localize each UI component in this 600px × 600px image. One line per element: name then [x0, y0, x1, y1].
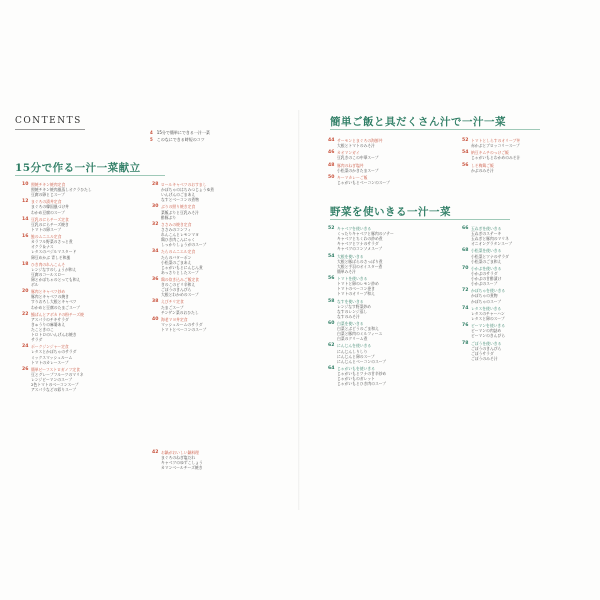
toc-page-number: 38	[152, 299, 159, 305]
toc-entry-title: しそ梅鶏ご飯	[471, 162, 494, 168]
toc-dish: レタスのチャーハン	[471, 310, 505, 316]
toc-page-number: 74	[462, 305, 469, 311]
toc-dish: レタスとかぼちゃのサラダ	[31, 349, 77, 355]
toc-entry-title: 海老マヨ丼定食	[161, 316, 188, 322]
toc-entry-title: ひき肉のれんこんそ	[31, 261, 66, 267]
intro-item	[150, 137, 210, 144]
toc-dish: かぼちゃの煮物	[471, 293, 498, 299]
toc-dish: きゅうりの麻婆あえ	[31, 321, 66, 327]
toc-dish: アスパラのチキサラダ	[31, 316, 69, 322]
toc-dish: まぐろのねぎ塩だれ	[161, 455, 196, 461]
toc-dish: キャベツとちくわの炒め煮	[337, 236, 383, 242]
toc-column-4b	[462, 226, 592, 363]
toc-page-number: 50	[328, 175, 335, 181]
toc-dish: 小松菜のごまあえ	[161, 259, 192, 265]
toc-entry-title: ピーマンを使いきる	[471, 323, 506, 329]
toc-entry-title: 豆乳のにらチーズ定食	[31, 216, 69, 222]
toc-page-number: 20	[22, 289, 29, 295]
toc-page-number: 64	[328, 365, 335, 371]
toc-entry	[328, 175, 458, 185]
toc-dish: 豆腐のコールスロー	[31, 271, 65, 277]
toc-dish: かぼちゃのはちみつじょうゆ煮	[161, 187, 215, 193]
toc-dish: じゃがいもとひき肉のスープ	[337, 381, 386, 387]
toc-entry	[462, 248, 592, 263]
toc-dish: 豆とグレープフルーツのマリネ	[31, 371, 84, 377]
toc-entry-title: 鯖ぱんとアボカドの粉チーズ焼	[31, 311, 84, 317]
toc-page-number: 14	[22, 216, 29, 222]
toc-page-number: 48	[328, 162, 335, 168]
toc-entry-title: 照焼チキン焼肉定食	[31, 182, 66, 187]
toc-dish: レタスと卵のスープ	[471, 315, 505, 321]
toc-dish: ごぼうのきんぴら	[161, 287, 192, 293]
toc-entry	[328, 276, 458, 296]
toc-page-number: 24	[22, 344, 29, 350]
toc-dish: 大根とトマトのみそ汁	[337, 143, 375, 149]
toc-page-number: 44	[328, 138, 335, 143]
toc-dish: 小松菜とツナのサラダ	[471, 253, 509, 259]
toc-dish: トマトのオリーブ和え	[337, 291, 375, 297]
toc-entry-title: 納豆キムチのっけご飯	[471, 150, 509, 156]
toc-page-number: 62	[328, 343, 335, 349]
toc-dish: オニオングラタンスープ	[471, 241, 513, 247]
toc-entry-title: お鍋がおいしい鍋料理	[161, 450, 199, 455]
toc-entry	[328, 138, 458, 148]
toc-dish: マッシュルームのサラダ	[161, 321, 203, 327]
toc-entry-title: 鶏の炊き込みご飯定食	[161, 276, 199, 282]
toc-dish: くったりキャベツと豚肉のソテー	[337, 231, 394, 237]
toc-entry	[152, 299, 282, 314]
toc-dish: 豆乳きのこの中華スープ	[337, 155, 379, 161]
toc-entry-title: ロールキャベツのおすまし	[161, 182, 207, 187]
toc-dish: 豚肉とキャベツの焼き	[31, 294, 69, 300]
toc-dish: じゃがいもとにんじん煮	[161, 264, 203, 270]
section-rule-vegetables	[330, 219, 510, 220]
toc-dish: ピーマンのきんぴら	[471, 333, 506, 339]
toc-dish: じゃがいものガレット	[337, 376, 375, 382]
toc-dish: トマトのカレースープ	[31, 359, 69, 365]
toc-dish: 白菜と豚肉のミルフィーユ	[337, 331, 383, 337]
toc-entry-title: サーモンとまぐろの海鮮丼	[337, 138, 383, 143]
toc-dish: 2色トマトのベーコンスープ	[31, 382, 79, 388]
toc-dish: かぼちゃのスープ	[471, 298, 501, 304]
toc-entry-title: トマトとしらすのオリーブ丼	[471, 138, 521, 143]
section-title-vegetables: 野菜を使いきる一汁一菜	[330, 206, 451, 218]
toc-entry	[152, 204, 282, 219]
toc-dish: 酢豚ぶり	[161, 214, 177, 220]
toc-page-number: 56	[462, 162, 469, 168]
toc-dish: オクラ＆ナス	[31, 244, 54, 250]
toc-entry	[22, 234, 142, 259]
toc-dish: レンジピーマンのスープ	[31, 377, 73, 383]
toc-entry	[328, 254, 458, 274]
toc-dish: 小松菜のかきたまスープ	[337, 167, 379, 173]
toc-dish: あっさりとしたスープ	[161, 269, 199, 275]
toc-entry	[462, 288, 592, 303]
toc-entry-title: まぐろの漬丼定食	[31, 199, 62, 205]
toc-dish: レンジなすのしょうが和え	[31, 266, 77, 272]
toc-column-3b	[328, 226, 458, 388]
toc-dish: トマトと卵のレモン炒め	[337, 281, 379, 287]
toc-page-number: 58	[328, 298, 335, 304]
toc-dish: カマンベールチーズ焼き	[161, 465, 203, 471]
toc-dish: 白菜のクリーム煮	[337, 336, 368, 342]
toc-dish: 小かぶのサラダ	[471, 270, 498, 276]
toc-dish: サラダ	[31, 337, 43, 343]
toc-dish: 卵とかぼちゃのとっても和え	[31, 276, 81, 282]
toc-dish: にんじんしりしり	[337, 348, 368, 354]
toc-column-3a	[328, 138, 458, 188]
toc-page-number: 70	[462, 265, 469, 271]
section-rule-15min	[15, 175, 165, 176]
toc-page-number: 68	[462, 248, 469, 254]
toc-entry-title: ポークジンジャー定食	[31, 344, 69, 350]
toc-page-number: 32	[152, 221, 159, 227]
toc-entry-title: 小かぶを使いきる	[471, 265, 502, 271]
toc-entry	[328, 226, 458, 251]
toc-dish: カラフル野菜のさっと煮	[31, 239, 73, 245]
toc-entry	[22, 344, 142, 364]
toc-dish: じゃがいもとわかめのみそ汁	[471, 155, 521, 161]
intro-text: このなにできる時短のコツ	[156, 136, 205, 142]
toc-dish: チンゲン菜のおひたし	[161, 309, 199, 315]
toc-page-number: 40	[152, 316, 159, 322]
toc-entry	[22, 199, 142, 214]
toc-dish: ごぼうのきんぴら	[471, 345, 502, 351]
intro-text: 15分で簡単にできる一汁一菜	[156, 130, 210, 135]
toc-dish: にんじんとベーコンのスープ	[337, 358, 386, 364]
toc-dish: 豆腐の卵とじスープ	[31, 192, 65, 198]
toc-dish: かぶのみそ汁	[471, 167, 494, 173]
toc-dish: れんこんとレモンマヨ	[161, 232, 199, 238]
toc-dish: しっかりしょうがのスープ	[161, 242, 207, 248]
section-rule-rice-soup	[330, 129, 540, 130]
toc-entry-title: トマトを使いきる	[337, 276, 368, 282]
toc-entry-title: ごぼうを使いきる	[471, 340, 502, 346]
toc-dish: ごぼうのみそ汁	[471, 355, 498, 361]
toc-dish: じゃがいもとツナの甘辛炒め	[337, 371, 387, 376]
toc-entry	[462, 323, 592, 338]
toc-entry-title: たらのムニエル定食	[161, 249, 196, 255]
toc-entry	[152, 277, 282, 297]
toc-dish: ピーマンの肉詰め	[471, 328, 502, 334]
toc-entry-title: 豚肉のねぎ塩丼	[337, 162, 364, 168]
toc-dish: にんじんと卵のスープ	[337, 353, 375, 359]
toc-dish: 白菜とぶどうのごま和え	[337, 326, 379, 332]
toc-dish: ごぼうサラダ	[471, 350, 494, 356]
toc-page-number: 36	[152, 276, 159, 282]
toc-column-2	[152, 182, 282, 334]
toc-dish: 小かぶの甘酢漬け	[471, 276, 502, 282]
toc-dish: 大根と手羽のオイスター煮	[337, 263, 383, 269]
toc-entry	[328, 299, 458, 319]
toc-dish: ボル	[31, 282, 39, 288]
toc-dish: トマトのベーコン巻き	[337, 286, 375, 292]
toc-dish: わかめ豆腐のスープ	[31, 209, 65, 215]
toc-page-number: 52	[462, 138, 469, 143]
toc-entry	[152, 182, 282, 202]
toc-entry	[328, 163, 458, 173]
toc-dish: いんげんのごまあえ	[161, 192, 196, 198]
toc-page-number: 34	[152, 249, 159, 255]
toc-page-number: 18	[22, 261, 29, 267]
toc-entry-title: 玉ねぎを使いきる	[471, 226, 502, 231]
toc-page-number: 22	[22, 311, 29, 317]
toc-entry	[462, 306, 592, 321]
toc-entry	[22, 262, 142, 287]
toc-page-number: 66	[462, 226, 469, 231]
toc-page-number: 10	[22, 182, 29, 187]
toc-dish: キャベツのゆずこしょう	[161, 460, 203, 466]
toc-dish: 玉ねぎのステーキ	[471, 231, 502, 237]
toc-entry	[462, 341, 592, 361]
toc-entry-title: えびチリ定食	[161, 299, 184, 305]
toc-dish: レタスのバジルマスタード	[31, 249, 77, 255]
toc-dish: なすのみそ汁	[337, 313, 360, 319]
toc-entry	[152, 222, 282, 247]
toc-dish: キャベツとツナのサラダ	[337, 241, 379, 247]
toc-dish: わかめと豆腐のたまごスープ	[31, 304, 80, 310]
toc-dish: 簡単みそ汁	[337, 268, 356, 274]
toc-page-number: 42	[152, 450, 159, 455]
toc-entry	[22, 289, 142, 309]
toc-dish: じゃがいもとベーコンのスープ	[337, 180, 390, 186]
toc-dish: すりおろし大根とキャベツ	[31, 299, 77, 305]
toc-entry-title: レタスを使いきる	[471, 305, 502, 311]
toc-dish: ささみのコンフィ	[161, 226, 192, 232]
toc-page-number: 46	[328, 150, 335, 156]
toc-entry-title: 簡単ビーフストロガノフ定食	[31, 366, 80, 372]
toc-entry	[328, 366, 458, 386]
toc-entry-title: キーマカレーご飯	[337, 175, 368, 181]
toc-page-number: 54	[462, 150, 469, 156]
toc-column-2b	[152, 450, 282, 472]
toc-dish: 鶏ひき肉こんにゃく	[161, 237, 196, 243]
toc-entry-title: キャベツを使いきる	[337, 226, 372, 231]
toc-entry-title: かぼちゃを使いきる	[471, 288, 506, 294]
toc-dish: 小かぶのスープ	[471, 281, 498, 287]
toc-dish: たまごスープ	[161, 304, 184, 310]
section-title-rice-soup: 簡単ご飯と具だくさん汁で一汁一菜	[330, 116, 506, 128]
toc-entry	[462, 138, 592, 148]
toc-entry	[462, 163, 592, 173]
toc-entry-title: カオマンガイ	[337, 150, 360, 156]
toc-page-number: 56	[328, 276, 335, 282]
toc-dish: たこときのこ	[31, 327, 54, 332]
contents-rule	[15, 129, 85, 130]
toc-page-number: 78	[462, 340, 469, 346]
toc-dish: きのこのピリ辛和え	[161, 282, 196, 288]
toc-dish: なすとベーコンの煮物	[161, 197, 199, 203]
toc-page-number: 26	[22, 366, 29, 372]
toc-entry	[328, 343, 458, 363]
book-spine	[298, 110, 300, 510]
toc-dish: 玉ねぎと豚肉のマリネ	[471, 236, 509, 242]
toc-entry	[152, 450, 282, 470]
toc-dish: まぐろの韓国風づけ丼	[31, 204, 69, 210]
toc-dish: たらのバターポン	[161, 254, 192, 260]
toc-entry-title: 鮭のムニエル定食	[31, 234, 62, 240]
toc-entry-title: にんじんを使いきる	[337, 343, 372, 349]
toc-page-number: 54	[328, 253, 335, 259]
toc-entry-title: 白菜を使いきる	[337, 320, 364, 326]
contents-heading: CONTENTS	[15, 116, 82, 126]
toc-page-number: 12	[22, 199, 29, 205]
toc-page-number: 76	[462, 323, 469, 329]
toc-entry-title: ささみの焼き定食	[161, 221, 192, 227]
toc-entry	[22, 182, 142, 197]
toc-entry-title: 豚肉とキャベツ炒め	[31, 289, 66, 295]
toc-entry	[328, 150, 458, 160]
toc-page-number: 30	[152, 204, 159, 210]
toc-dish: トロトロのいんげんお焼き	[31, 332, 77, 338]
toc-dish: 卵豆めかぶ 青しそ和風	[31, 254, 71, 260]
toc-dish: トマトの卵スープ	[31, 226, 61, 232]
toc-dish: 大根とわかめのスープ	[161, 292, 199, 298]
toc-entry	[22, 217, 142, 232]
toc-entry	[152, 317, 282, 332]
toc-dish: なすのレンジ蒸し	[337, 308, 368, 314]
toc-dish: 赤かぶとブロッコリースープ	[471, 143, 520, 149]
toc-entry-title: 大根を使いきる	[337, 253, 364, 259]
toc-dish: アスパラなどの彩りスープ	[31, 387, 77, 393]
toc-dish: 照焼チキン焼肉風蒸しオクラひたし	[31, 187, 92, 193]
intro-page: 4	[150, 130, 153, 135]
toc-dish: レンジなす野菜炒め	[337, 303, 371, 309]
toc-dish: 菜飯ぶりと豆乳みそ汁	[161, 209, 199, 215]
toc-entry	[462, 266, 592, 286]
toc-page-number: 60	[328, 320, 335, 326]
toc-entry-title: 小松菜を使いきる	[471, 248, 502, 254]
toc-entry	[22, 312, 142, 342]
toc-column-4a	[462, 138, 592, 175]
toc-entry	[22, 367, 142, 392]
toc-entry-title: じゃがいもを使いきる	[337, 365, 375, 371]
section-title-15min: 15分で作る一汁一菜献立	[15, 162, 141, 174]
toc-entry-title: ぶりの照り焼き定食	[161, 204, 196, 210]
intro-list	[150, 130, 210, 143]
toc-entry	[462, 226, 592, 246]
toc-page-number: 52	[328, 226, 335, 231]
toc-entry	[152, 249, 282, 274]
toc-column-1	[22, 182, 142, 394]
toc-entry	[462, 150, 592, 160]
toc-dish: 小松菜のごま和え	[471, 258, 502, 264]
toc-dish: ミックスマッシュルーム	[31, 354, 73, 360]
intro-page: 5	[150, 136, 153, 142]
toc-entry-title: なすを使いきる	[337, 298, 364, 304]
toc-page-number: 72	[462, 288, 469, 294]
toc-page-number: 28	[152, 182, 159, 187]
toc-dish: トマトとベーコンのスープ	[161, 327, 207, 332]
toc-page-number: 16	[22, 234, 29, 240]
toc-entry	[328, 321, 458, 341]
toc-dish: 大根と豚ばらのさっぱり煮	[337, 258, 383, 264]
toc-dish: 豆乳のにらチーズ焼き	[31, 221, 69, 227]
toc-dish: キャベツのコンソメスープ	[337, 246, 383, 252]
